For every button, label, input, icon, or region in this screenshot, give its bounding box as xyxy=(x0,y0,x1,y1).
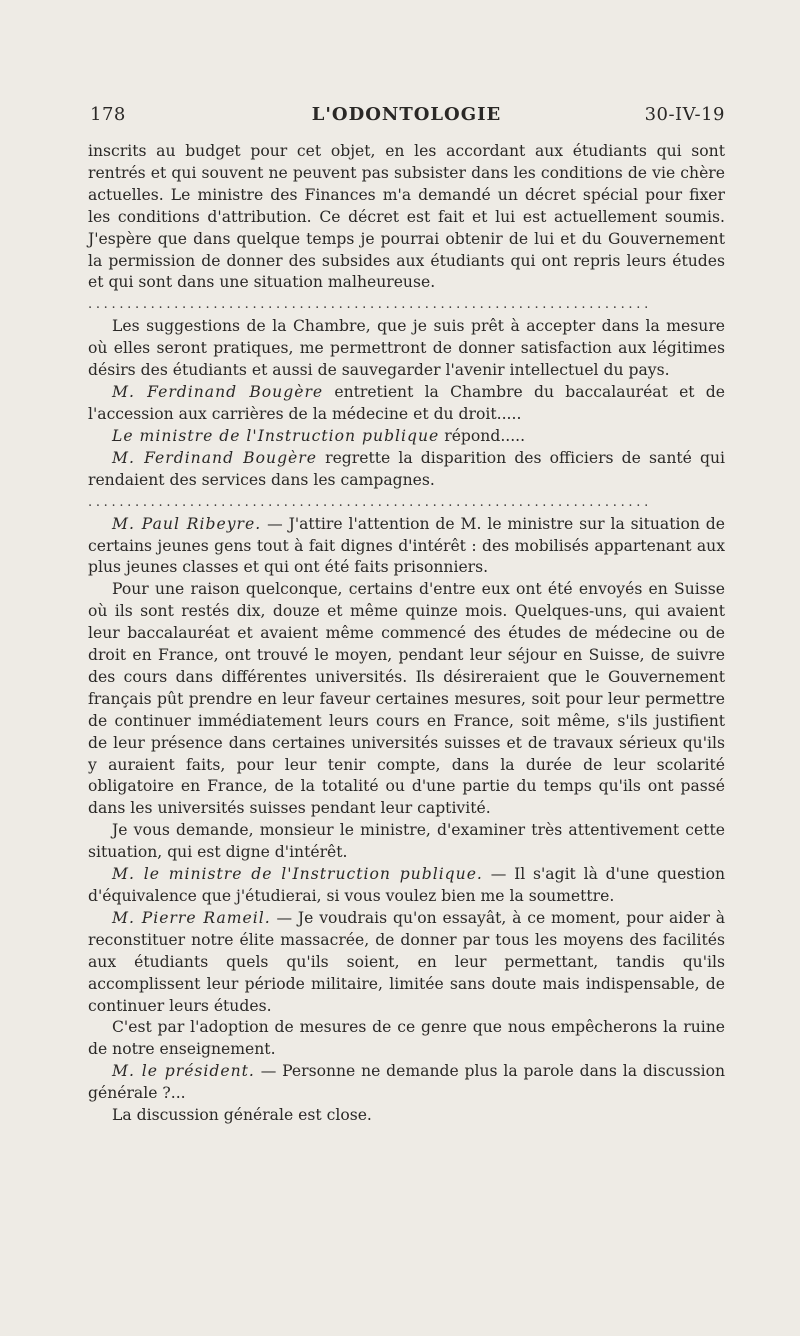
paragraph xyxy=(88,1061,725,1105)
paragraph: Les suggestions de la Chambre, que je suis prêt à accepter dans la mesure où elles seront pratiques, me permettront de donner satisfaction aux légitimes désirs des étudiants et aussi de sauvegarder l'avenir intellectuel du pays. xyxy=(88,317,725,380)
speech-text: — J'attire l'attention de M. le ministre sur la situation de certains jeunes gens tout à fait dignes d'intérêt : des mobilisés appartenant aux plus jeunes classes et qui ont été faits prisonniers. xyxy=(88,514,725,577)
speech-text: — Je voudrais qu'on essayât, à ce moment, pour aider à reconstituer notre élite massacrée, de donner par tous les moyens des facilités aux étudiants quels qu'ils soient, en leur permettant, tandis qu'ils accomplissent leur période militaire, limitée sans doute mais indispensable, de continuer leurs études. xyxy=(88,908,725,1015)
speech-text: regrette la disparition des officiers de santé qui rendaient des services dans les campagnes. xyxy=(88,448,726,489)
speech-text: — Personne ne demande plus la parole dans la discussion générale ?... xyxy=(88,1062,725,1103)
page-number: 178 xyxy=(90,104,126,125)
running-header xyxy=(88,104,725,132)
speaker-name: Le ministre de l'Instruction publique xyxy=(112,426,440,445)
speaker-name: M. le président. xyxy=(112,1062,255,1081)
ellipsis-separator: ........................................................................ xyxy=(88,494,652,510)
paragraph: La discussion générale est close. xyxy=(112,1106,372,1125)
issue-date: 30-IV-19 xyxy=(644,104,725,125)
paragraph: Je vous demande, monsieur le ministre, d'examiner très attentivement cette situation, qui est digne d'intérêt. xyxy=(88,821,725,862)
paragraph xyxy=(88,448,725,492)
journal-title: L'ODONTOLOGIE xyxy=(311,104,502,125)
paragraph xyxy=(88,864,725,908)
article-body xyxy=(88,141,725,1127)
speaker-name: M. Pierre Rameil. xyxy=(112,908,271,927)
paragraph-continuation: inscrits au budget pour cet objet, en les accordant aux étudiants qui sont rentrés et qui souvent ne peuvent pas subsister dans les conditions de vie chère actuelles. Le ministre des Finances m'a demandé un décret spécial pour fixer les conditions d'attribution. Ce décret est fait et lui est actuellement soumis. J'espère que dans quelque temps je pourrai obtenir de lui et du Gouvernement la permission de donner des subsides aux étudiants qui ont repris leurs études et qui sont dans une situation malheureuse. xyxy=(88,142,725,292)
speech-text: — Il s'agit là d'une question d'équivalence que j'étudierai, si vous voulez bien me la soumettre. xyxy=(88,865,725,905)
paragraph xyxy=(88,908,725,1018)
speech-text: entretient la Chambre du baccalauréat et de l'accession aux carrières de la médecine et du droit..... xyxy=(88,383,725,423)
paragraph xyxy=(88,426,725,448)
paragraph xyxy=(88,514,725,580)
paragraph: Pour une raison quelconque, certains d'entre eux ont été envoyés en Suisse où ils sont restés dix, douze et même quinze mois. Quelques-uns, qui avaient leur baccalauréat et avaient même commencé des études de médecine ou de droit en France, ont trouvé le moyen, pendant leur séjour en Suisse, de suivre des cours dans différentes universités. Ils désireraient que le Gouvernement français pût prendre en leur faveur certaines mesures, soit pour leur permettre de continuer immédiatement leurs cours en France, soit même, s'ils justifient de leur présence dans certaines universités suisses et de travaux sérieux qu'ils y auraient faits, pour leur tenir compte, dans la durée de leur scolarité obligatoire en France, de la totalité ou d'une partie du temps qu'ils ont passé dans les universités suisses pendant leur captivité. xyxy=(88,580,725,818)
speaker-name: M. Ferdinand Bougère xyxy=(112,383,324,402)
paragraph: C'est par l'adoption de mesures de ce genre que nous empêcherons la ruine de notre enseignement. xyxy=(88,1018,725,1059)
paragraph xyxy=(88,382,725,426)
speaker-name: M. Paul Ribeyre. xyxy=(112,514,262,533)
speaker-name: M. Ferdinand Bougère xyxy=(112,448,317,467)
ellipsis-separator: ........................................................................ xyxy=(88,297,652,313)
speech-text: répond..... xyxy=(439,426,526,445)
speaker-name: M. le ministre de l'Instruction publique. xyxy=(112,865,483,884)
